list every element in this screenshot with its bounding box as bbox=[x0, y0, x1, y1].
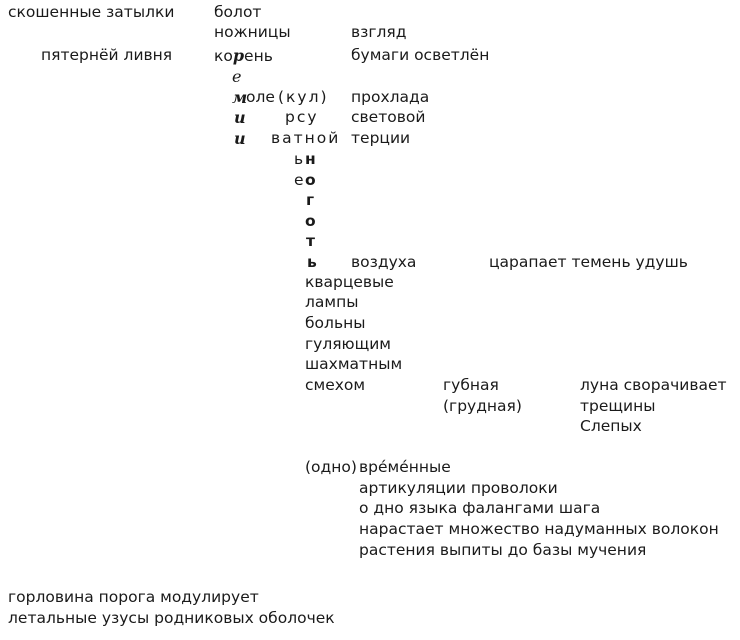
text-line: гуляющим bbox=[305, 335, 391, 353]
text-line: терции bbox=[351, 129, 411, 147]
text-line: горловина порога модулирует bbox=[8, 588, 259, 606]
text-line: растения выпиты до базы мучения bbox=[359, 541, 647, 559]
text-line: губная bbox=[443, 376, 499, 394]
text-letter: и bbox=[234, 129, 246, 148]
text-line: прохлада bbox=[351, 88, 430, 106]
text-line: шахматным bbox=[305, 355, 403, 373]
text-letter: е bbox=[294, 171, 304, 189]
text-letter: и bbox=[234, 108, 246, 127]
text-fragment: ень bbox=[244, 47, 273, 65]
text-line: ножницы bbox=[214, 23, 291, 41]
text-line: (грудная) bbox=[443, 397, 522, 415]
text-line: скошенные затылки bbox=[8, 3, 175, 21]
text-fragment: ко bbox=[214, 47, 233, 65]
text-word bbox=[214, 48, 273, 65]
text-line: Слепых bbox=[580, 417, 642, 435]
text-fragment: р bbox=[232, 46, 245, 65]
text-letter: н bbox=[305, 150, 316, 168]
text-line: взгляд bbox=[351, 23, 407, 41]
text-line: смехом bbox=[305, 376, 366, 394]
text-line: трещины bbox=[580, 397, 656, 415]
text-letter: е bbox=[232, 67, 242, 86]
text-line: артикуляции проволоки bbox=[359, 479, 558, 497]
text-fragment: рсу bbox=[285, 108, 319, 126]
text-fragment: оле bbox=[246, 88, 275, 106]
text-letter: м bbox=[232, 88, 248, 107]
text-line: лампы bbox=[305, 293, 359, 311]
text-fragment: ватной bbox=[271, 129, 341, 147]
text-letter: о bbox=[305, 171, 316, 189]
text-fragment: (одно) bbox=[305, 458, 357, 476]
text-line: болот bbox=[214, 3, 262, 21]
text-line: летальные узусы родниковых оболочек bbox=[8, 609, 335, 627]
text-line: луна сворачивает bbox=[580, 376, 727, 394]
text-letter: ь bbox=[294, 150, 304, 168]
text-line: воздуха bbox=[351, 253, 417, 271]
text-letter: т bbox=[306, 232, 315, 250]
text-line: больны bbox=[305, 314, 366, 332]
text-letter: ь bbox=[307, 253, 317, 271]
text-line: царапает темень удушь bbox=[489, 253, 688, 271]
text-line: пятернёй ливня bbox=[41, 46, 173, 64]
text-line: нарастает множество надуманных волокон bbox=[359, 520, 719, 538]
text-letter: г bbox=[306, 191, 315, 209]
text-line: о дно языка фалангами шага bbox=[359, 499, 601, 517]
text-letter: о bbox=[305, 212, 316, 230]
text-fragment: (кул) bbox=[278, 88, 329, 106]
text-fragment: вре́ме́нные bbox=[359, 458, 451, 476]
text-line: световой bbox=[351, 108, 426, 126]
text-line: кварцевые bbox=[305, 273, 394, 291]
text-line: бумаги осветлён bbox=[351, 46, 490, 64]
